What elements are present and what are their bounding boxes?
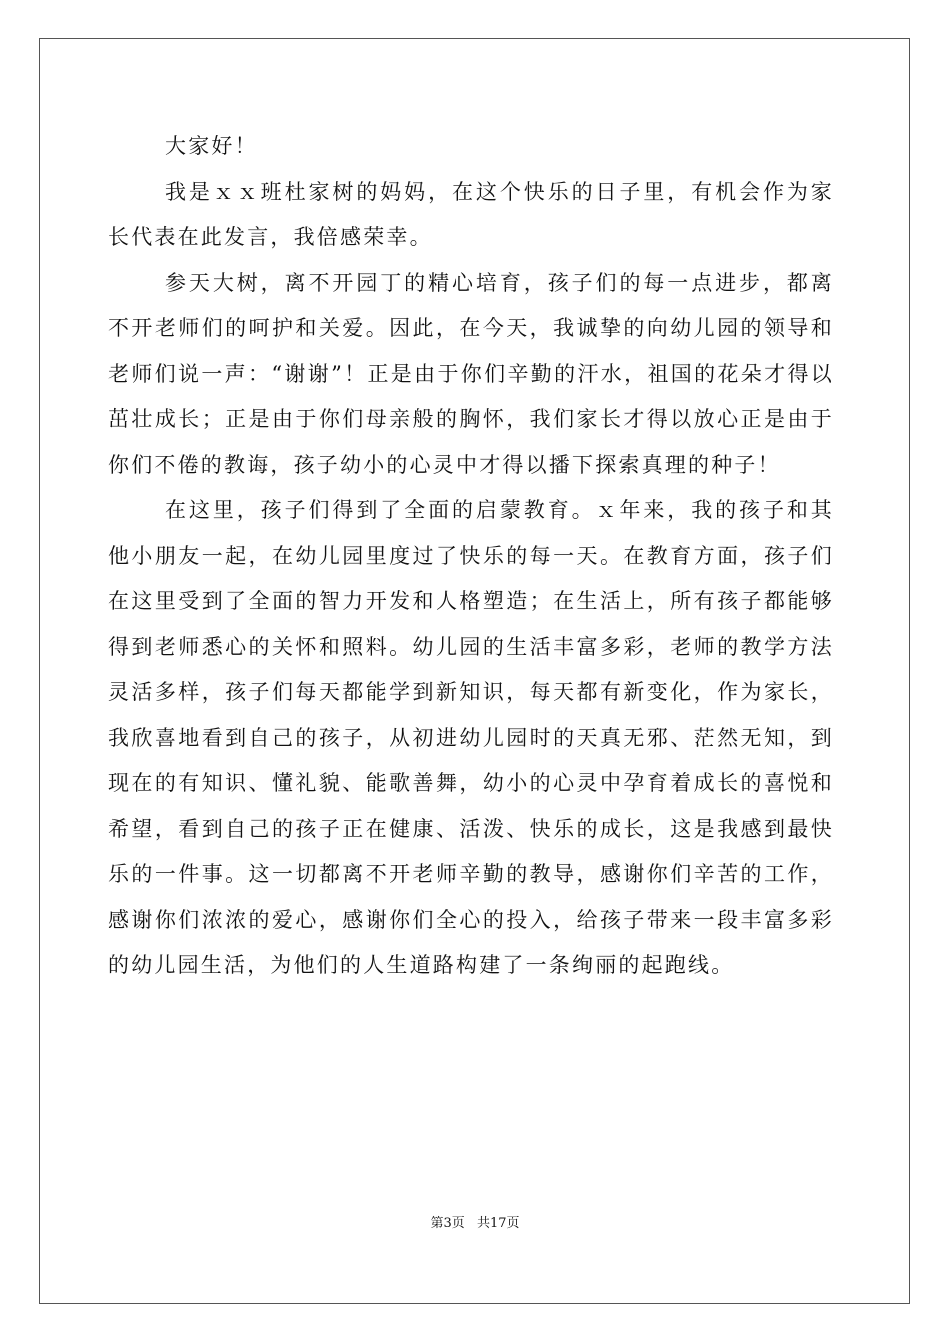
page-number: 第3页 — [430, 1216, 465, 1231]
paragraph-education: 在这里，孩子们得到了全面的启蒙教育。ｘ年来，我的孩子和其他小朋友一起，在幼儿园里度过了快乐的每一天。在教育方面，孩子们在这里受到了全面的智力开发和人格塑造；在生活上，所有孩子都能够得到老师悉心的关怀和照料。幼儿园的生活丰富多彩，老师的教学方法灵活多样，孩子们每天都能学到新知识，每天都有新变化，作为家长，我欣喜地看到自己的孩子，从初进幼儿园时的天真无邪、茫然无知，到现在的有知识、懂礼貌、能歌善舞，幼小的心灵中孕育着成长的喜悦和希望，看到自己的孩子正在健康、活泼、快乐的成长，这是我感到最快乐的一件事。这一切都离不开老师辛勤的教导，感谢你们辛苦的工作，感谢你们浓浓的爱心，感谢你们全心的投入，给孩子带来一段丰富多彩的幼儿园生活，为他们的人生道路构建了一条绚丽的起跑线。 — [108, 498, 834, 977]
page-footer — [0, 1212, 950, 1231]
document-body — [108, 124, 834, 989]
paragraph-gratitude: 参天大树，离不开园丁的精心培育，孩子们的每一点进步，都离不开老师们的呵护和关爱。因此，在今天，我诚挚的向幼儿园的领导和老师们说一声：“谢谢”！正是由于你们辛勤的汗水，祖国的花朵才得以茁壮成长；正是由于你们母亲般的胸怀，我们家长才得以放心正是由于你们不倦的教诲，孩子幼小的心灵中才得以播下探索真理的种子！ — [108, 270, 834, 477]
paragraph-greeting: 大家好！ — [165, 134, 258, 158]
page-total: 共17页 — [476, 1216, 520, 1231]
paragraph-introduction: 我是ｘｘ班杜家树的妈妈，在这个快乐的日子里，有机会作为家长代表在此发言，我倍感荣幸。 — [108, 179, 834, 249]
